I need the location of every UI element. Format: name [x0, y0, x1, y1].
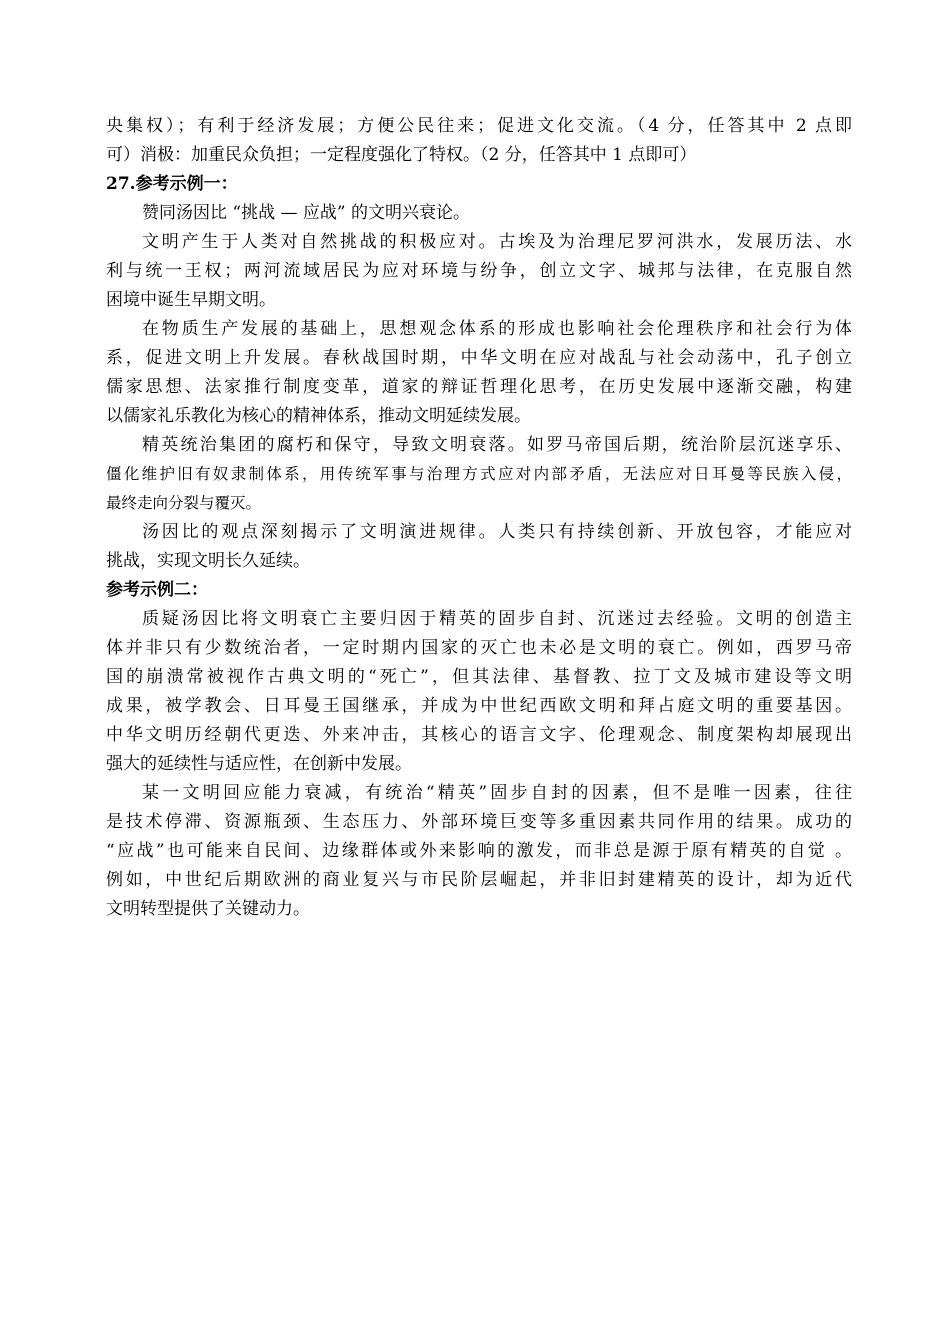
text-line: 央集权）；有利于经济发展；方便公民往来；促进文化交流。（4 分，任答其中 2 点即: [106, 116, 852, 136]
text-line: 困境中诞生早期文明。: [106, 290, 276, 310]
text-line: 在物质生产发展的基础上，思想观念体系的形成也影响社会伦理秩序和社会行为体: [142, 319, 852, 339]
text-line: 挑战，实现文明长久延续。: [106, 551, 310, 571]
text-line: 汤因比的观点深刻揭示了文明演进规律。人类只有持续创新、开放包容，才能应对: [142, 522, 852, 542]
text-line: 是技术停滞、资源瓶颈、生态压力、外部环境巨变等多重因素共同作用的结果。成功的: [106, 812, 852, 832]
text-line: 可）消极：加重民众负担；一定程度强化了特权。（2 分，任答其中 1 点即可）: [106, 145, 697, 165]
text-line: 精英统治集团的腐朽和保守，导致文明衰落。如罗马帝国后期，统治阶层沉迷享乐、: [142, 435, 852, 455]
text-line: 中华文明历经朝代更迭、外来冲击，其核心的语言文字、伦理观念、制度架构却展现出: [106, 725, 852, 745]
answer-document: [106, 112, 852, 924]
text-line: 成果，被学教会、日耳曼王国继承，并成为中世纪西欧文明和拜占庭文明的重要基因。: [106, 696, 852, 716]
text-line: 利与统一王权；两河流域居民为应对环境与纷争，创立文字、城邦与法律，在克服自然: [106, 261, 852, 281]
text-line: 文明转型提供了关键动力。: [106, 899, 310, 919]
text-line: 儒家思想、法家推行制度变革，道家的辩证哲理化思考，在历史发展中逐渐交融，构建: [106, 377, 852, 397]
text-line: “应战”也可能来自民间、边缘群体或外来影响的激发，而非总是源于原有精英的自觉 。: [106, 841, 852, 861]
text-line: 最终走向分裂与覆灭。: [106, 494, 262, 512]
text-line: 以儒家礼乐教化为核心的精神体系，推动文明延续发展。: [106, 406, 531, 426]
text-line: 例如，中世纪后期欧洲的商业复兴与市民阶层崛起，并非旧封建精英的设计，却为近代: [106, 870, 852, 890]
text-line: 系，促进文明上升发展。春秋战国时期，中华文明在应对战乱与社会动荡中，孔子创立: [106, 348, 852, 368]
text-line: 某一文明回应能力衰减，有统治“精英”固步自封的因素，但不是唯一因素，往往: [142, 783, 852, 803]
section-heading-example-two: 参考示例二：: [106, 580, 208, 600]
text-line: 质疑汤因比将文明衰亡主要归因于精英的固步自封、沉迷过去经验。文明的创造主: [142, 609, 852, 629]
text-line: 文明产生于人类对自然挑战的积极应对。古埃及为治理尼罗河洪水，发展历法、水: [142, 232, 852, 252]
text-line: 赞同汤因比 “挑战 — 应战” 的文明兴衰论。: [142, 203, 470, 223]
section-heading-example-one: 27.参考示例一：: [106, 174, 238, 194]
text-line: 国的崩溃常被视作古典文明的“死亡”，但其法律、基督教、拉丁文及城市建设等文明: [106, 667, 852, 687]
text-line: 僵化维护旧有奴隶制体系，用传统军事与治理方式应对内部矛盾，无法应对日耳曼等民族入侵，: [106, 465, 852, 483]
text-line: 体并非只有少数统治者，一定时期内国家的灭亡也未必是文明的衰亡。例如，西罗马帝: [106, 638, 852, 658]
text-line: 强大的延续性与适应性，在创新中发展。: [106, 754, 412, 774]
